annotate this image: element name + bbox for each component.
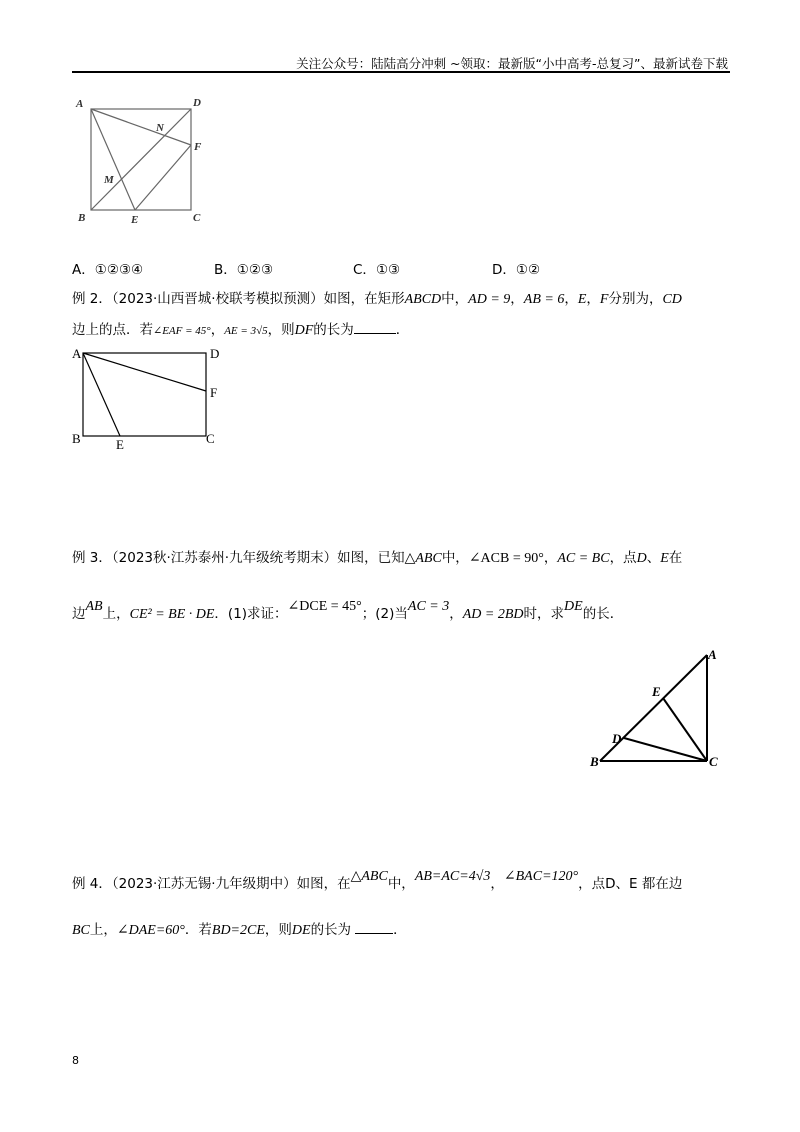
fig3-label-c: C xyxy=(709,754,718,769)
fig3-label-b: B xyxy=(590,754,599,769)
fig2-label-b: B xyxy=(72,431,81,446)
ex3-line-1: 例 3．（2023秋·江苏泰州·九年级统考期末）如图，已知△ABC中，∠ACB = 90°，AC = BC，点D、E在 xyxy=(72,550,683,566)
fig2-line-ae xyxy=(83,353,120,436)
fig1-label-a: A xyxy=(76,98,84,110)
option-b: B．①②③ xyxy=(214,262,274,278)
fig2-label-c: C xyxy=(206,431,215,446)
fig1-label-n: N xyxy=(156,122,164,134)
fig1-label-c: C xyxy=(193,212,201,224)
fig1-line-bd xyxy=(91,109,191,210)
fig2-label-d: D xyxy=(210,346,220,361)
fig1-label-d: D xyxy=(193,97,201,109)
ex4-line-2: BC上，∠DAE=60°．若BD=2CE，则DE的长为 ． xyxy=(72,922,407,938)
page-number: 8 xyxy=(72,1054,79,1067)
fig3-label-e: E xyxy=(652,684,661,699)
fig1-label-m: M xyxy=(104,174,114,186)
option-a: A．①②③④ xyxy=(72,262,144,278)
fig1-line-ef xyxy=(135,145,191,210)
fig2-label-f: F xyxy=(210,385,218,400)
ex2-line-2: 边上的点．若∠EAF = 45°，AE = 3√5，则DF的长为 ． xyxy=(72,322,410,338)
header-rule xyxy=(72,71,730,73)
option-d: D．①② xyxy=(492,262,541,278)
fig3-label-a: A xyxy=(708,647,717,662)
fig1-line-ae xyxy=(91,109,135,210)
fig1-label-f: F xyxy=(194,141,202,153)
answer-blank xyxy=(354,321,396,334)
figure-3 xyxy=(590,645,730,775)
ex2-line-1: 例 2．（2023·山西晋城·校联考模拟预测）如图，在矩形ABCD中，AD = 9，AB = 6，E，F分别为，CD xyxy=(72,291,682,307)
fig2-label-e: E xyxy=(116,437,124,452)
fig2-label-a: A xyxy=(72,346,82,361)
ex3-line-2: 边AB上，CE² = BE · DE．(1)求证：∠DCE = 45°；(2)当AC = 3，AD = 2BD时，求DE的长． xyxy=(72,599,624,622)
fig1-label-e: E xyxy=(131,214,139,226)
figure-1 xyxy=(70,90,220,230)
fig1-line-af xyxy=(91,109,191,145)
fig2-line-af xyxy=(83,353,206,391)
ex4-line-1: 例 4．（2023·江苏无锡·九年级期中）如图，在△ABC中，AB=AC=4√3，∠BAC=120°，点D、E 都在边 xyxy=(72,869,683,892)
option-c: C．①③ xyxy=(353,262,401,278)
answer-blank xyxy=(355,921,393,934)
fig1-label-b: B xyxy=(78,212,86,224)
figure-2 xyxy=(70,344,230,454)
page-header: 关注公众号：陆陆高分冲刺 ~领取：最新版“小中高考-总复习”、最新试卷下载 xyxy=(296,56,728,71)
fig3-label-d: D xyxy=(612,731,622,746)
